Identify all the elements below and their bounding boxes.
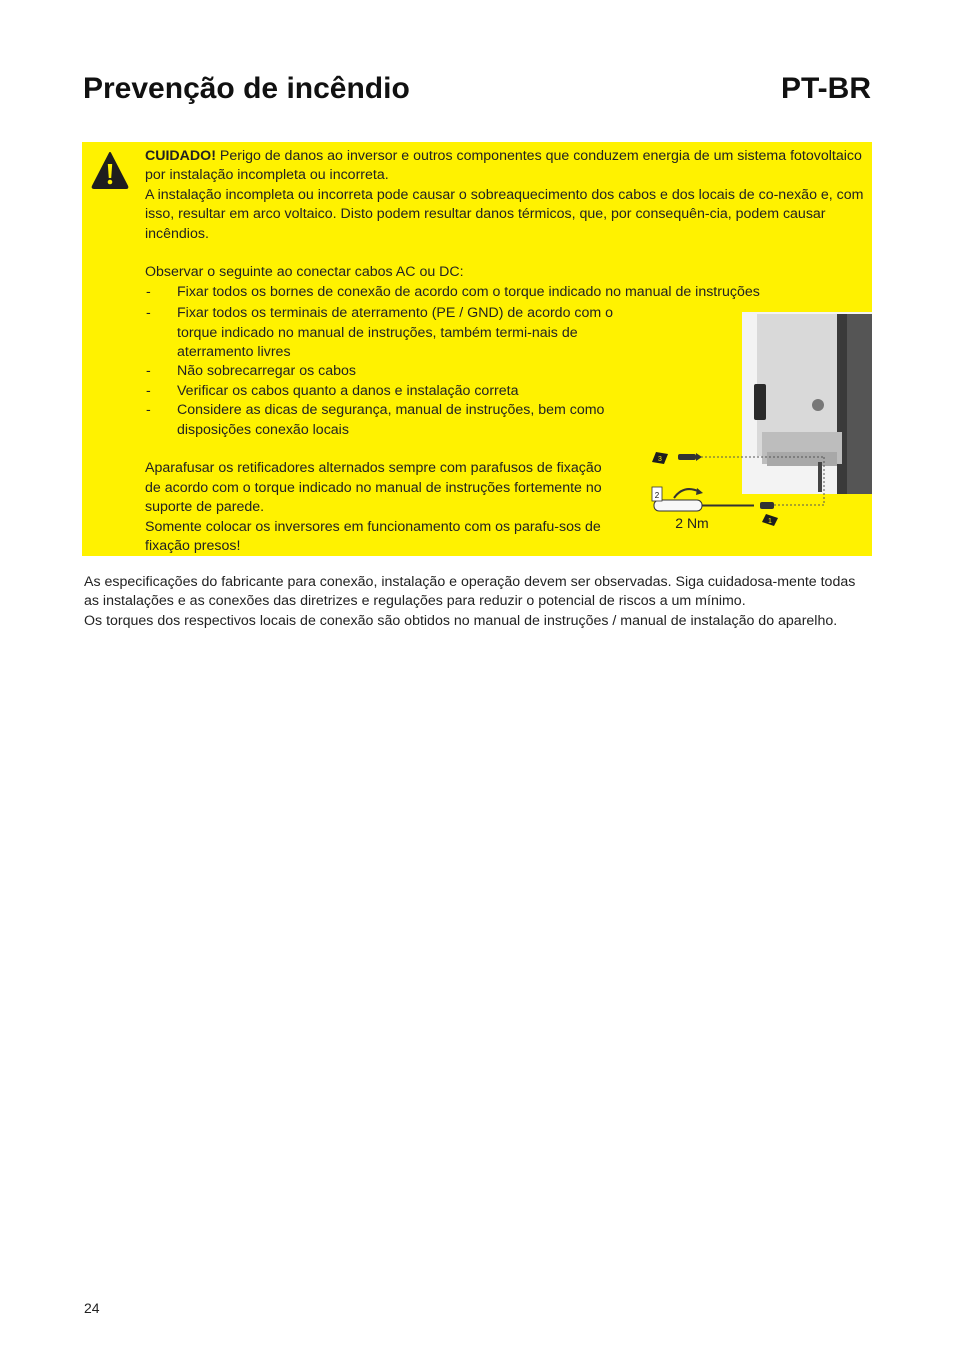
observe-intro: Observar o seguinte ao conectar cabos AC ou DC: (145, 264, 464, 281)
caution-label: CUIDADO! (145, 148, 216, 164)
step-1-marker (762, 514, 778, 526)
torque-paragraph: Os torques dos respectivos locais de conexão são obtidos no manual de instruções / manual de instalação do aparelho. (84, 612, 838, 629)
inverter-mounting-illustration (642, 312, 872, 532)
torque-label: 2 Nm (675, 515, 709, 531)
screwdriver-icon (654, 488, 754, 511)
list-item: - Considere as dicas de segurança, manual de instruções, bem como disposições conexão locais (145, 401, 657, 440)
step-label: 3 (658, 456, 662, 463)
list-item: - Fixar todos os bornes de conexão de acordo com o torque indicado no manual de instruções (145, 283, 870, 302)
body-text (84, 573, 874, 631)
step-label: 2 (654, 491, 660, 500)
operation-paragraph: Somente colocar os inversores em funcionamento com os parafu-sos de fixação presos! (145, 518, 601, 555)
step-3-marker (652, 452, 668, 464)
list-item: - Verificar os cabos quanto a danos e instalação correta (145, 382, 657, 401)
lower-screw-icon (760, 502, 774, 509)
step-2-marker (652, 487, 662, 501)
screw-paragraph: Aparafusar os retificadores alternados sempre com parafusos de fixação de acordo com o torque indicado no manual de instruções fortemente no suporte de parede. (145, 460, 602, 516)
language-code: PT-BR (781, 72, 871, 105)
caution-statement (145, 147, 870, 186)
upper-screw-icon (678, 453, 702, 461)
caution-box (82, 142, 872, 556)
page-number: 24 (84, 1300, 100, 1316)
warning-triangle-icon (90, 150, 130, 190)
display-icon (754, 384, 766, 420)
specifications-paragraph: As especificações do fabricante para conexão, instalação e operação devem ser observadas. Siga cuidadosa-mente todas as instalações e as conexões das diretrizes e regulações para reduzir o potencial de riscos a um mínimo. (84, 574, 856, 610)
risk-paragraph: A instalação incompleta ou incorreta pode causar o sobreaquecimento dos cabos e dos locais de co-nexão e, com isso, resultar em arco voltaico. Disto podem resultar danos térmicos, que, por consequên-cia, podem causar incêndios. (145, 186, 864, 242)
inverter-logo-icon (812, 399, 824, 411)
page-title: Prevenção de incêndio (83, 72, 410, 105)
step-label: 1 (768, 518, 772, 525)
caution-description: Perigo de danos ao inversor e outros componentes que conduzem energia de um sistema fotovoltaico por instalação incompleta ou incorreta. (145, 148, 862, 184)
list-item: - Não sobrecarregar os cabos (145, 362, 657, 381)
list-item: - Fixar todos os terminais de aterramento (PE / GND) de acordo com o torque indicado no manual de instruções, também termi-nais de aterramento livres (145, 304, 657, 362)
